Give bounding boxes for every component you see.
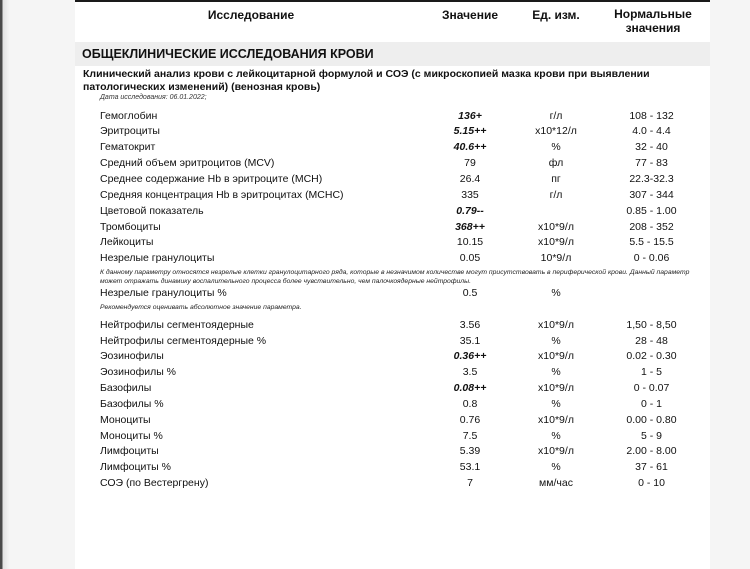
row-norm: 32 - 40 <box>635 141 668 153</box>
row-value: 335 <box>461 189 479 201</box>
row-name: Незрелые гранулоциты <box>100 252 215 264</box>
row-unit: x10*9/л <box>538 414 574 426</box>
table-row <box>75 396 710 412</box>
row-value: 0.76 <box>459 414 481 426</box>
table-row <box>75 443 710 459</box>
row-value: 5.15++ <box>453 125 487 137</box>
table-row <box>75 234 710 250</box>
column-header-unit: Ед. изм. <box>532 8 580 22</box>
row-unit: мм/час <box>539 477 573 489</box>
table-row <box>75 475 710 491</box>
row-norm: 0 - 0.06 <box>633 252 670 264</box>
row-unit: % <box>551 398 561 410</box>
table-row <box>75 171 710 187</box>
row-norm: 0 - 10 <box>638 477 665 489</box>
row-unit: % <box>551 430 561 442</box>
table-row <box>75 155 710 171</box>
table-row <box>75 219 710 235</box>
table-row <box>75 203 710 219</box>
table-row <box>75 333 710 349</box>
row-unit: % <box>551 287 561 299</box>
row-name: Гематокрит <box>100 141 156 153</box>
row-name: Цветовой показатель <box>100 205 204 217</box>
row-unit: 10*9/л <box>540 252 572 264</box>
row-value: 0.79-- <box>456 205 484 217</box>
table-row <box>75 123 710 139</box>
test-title: Клинический анализ крови с лейкоцитарной формулой и СОЭ (с микроскопией мазка крови при выявлении патологических изменений) (венозная кровь) <box>83 68 650 93</box>
column-header-norm <box>599 7 707 35</box>
row-norm: 5.5 - 15.5 <box>629 236 674 248</box>
row-value: 0.8 <box>462 398 478 410</box>
row-norm: 108 - 132 <box>629 110 674 122</box>
row-unit: % <box>551 366 561 378</box>
row-name: Нейтрофилы сегментоядерные <box>100 319 254 331</box>
row-unit: % <box>551 335 561 347</box>
row-unit: % <box>551 141 561 153</box>
row-value: 53.1 <box>459 461 481 473</box>
row-unit: г/л <box>549 189 563 201</box>
row-norm: 208 - 352 <box>629 221 674 233</box>
row-name: Незрелые гранулоциты % <box>100 287 227 299</box>
row-value: 35.1 <box>459 335 481 347</box>
row-norm: 22.3-32.3 <box>629 173 674 185</box>
row-unit: % <box>551 461 561 473</box>
row-unit: фл <box>548 157 564 169</box>
row-unit: x10*9/л <box>538 445 574 457</box>
row-norm: 77 - 83 <box>635 157 668 169</box>
row-norm: 0 - 1 <box>640 398 662 410</box>
row-name: Эозинофилы <box>100 350 164 362</box>
window-left-edge <box>0 0 9 569</box>
row-norm: 0 - 0.07 <box>633 382 670 394</box>
row-norm: 28 - 48 <box>635 335 668 347</box>
row-unit: г/л <box>549 110 563 122</box>
row-name: Лимфоциты % <box>100 461 171 473</box>
row-value: 0.08++ <box>453 382 487 394</box>
row-value: 26.4 <box>459 173 481 185</box>
row-value: 3.5 <box>462 366 478 378</box>
row-norm: 1 - 5 <box>640 366 662 378</box>
row-unit: x10*9/л <box>538 221 574 233</box>
table-row <box>75 364 710 380</box>
table-row <box>75 428 710 444</box>
report-sheet <box>75 0 710 569</box>
table-top-border <box>75 0 710 2</box>
row-value: 10.15 <box>456 236 484 248</box>
row-norm: 0.00 - 0.80 <box>626 414 677 426</box>
row-norm: 5 - 9 <box>640 430 662 442</box>
row-unit: пг <box>551 173 561 185</box>
table-row <box>75 139 710 155</box>
table-row <box>75 412 710 428</box>
table-row <box>75 317 710 333</box>
row-norm: 4.0 - 4.4 <box>632 125 671 137</box>
row-value: 5.39 <box>459 445 481 457</box>
note-immature-granulocytes: К данному параметру относятся незрелые клетки гранулоцитарного ряда, которые в незначимом количестве могут присутствовать в периферической крови. Данный параметр может отражать динамику воспалительного процесса более чувствительно, чем палочкоядерные нейтрофилы. <box>100 269 690 285</box>
row-value: 0.36++ <box>453 350 487 362</box>
row-name: Средняя концентрация Hb в эритроцитах (MCHC) <box>100 189 344 201</box>
row-value: 0.5 <box>462 287 478 299</box>
row-unit: x10*9/л <box>538 236 574 248</box>
row-name: Базофилы <box>100 382 152 394</box>
table-row <box>75 380 710 396</box>
row-name: Моноциты % <box>100 430 163 442</box>
row-norm: 2.00 - 8.00 <box>626 445 677 457</box>
row-name: Лимфоциты <box>100 445 159 457</box>
column-header-norm-line2: значения <box>625 21 681 35</box>
row-name: Среднее содержание Hb в эритроците (MCH) <box>100 173 323 185</box>
row-name: Базофилы % <box>100 398 164 410</box>
test-date: Дата исследования: 06.01.2022; <box>100 94 207 101</box>
table-row <box>75 285 710 301</box>
row-name: Эритроциты <box>100 125 160 137</box>
row-value: 136+ <box>458 110 482 122</box>
row-norm: 307 - 344 <box>629 189 674 201</box>
table-row <box>75 187 710 203</box>
section-title: ОБЩЕКЛИНИЧЕСКИЕ ИССЛЕДОВАНИЯ КРОВИ <box>75 42 710 66</box>
row-norm: 1,50 - 8,50 <box>626 319 677 331</box>
row-name: Средний объем эритроцитов (MCV) <box>100 157 275 169</box>
row-value: 3.56 <box>459 319 481 331</box>
row-norm: 0.02 - 0.30 <box>626 350 677 362</box>
row-value: 7 <box>467 477 473 489</box>
row-name: Гемоглобин <box>100 110 158 122</box>
column-header-value: Значение <box>441 8 499 22</box>
column-header-name: Исследование <box>207 8 295 22</box>
row-value: 79 <box>464 157 476 169</box>
row-name: Моноциты <box>100 414 151 426</box>
note-immature-granulocytes-pct: Рекомендуется оценивать абсолютное значение параметра. <box>100 304 302 311</box>
row-value: 0.05 <box>459 252 481 264</box>
column-header-norm-line1: Нормальные <box>614 7 692 21</box>
row-unit: x10*9/л <box>538 319 574 331</box>
row-unit: x10*9/л <box>538 350 574 362</box>
table-row <box>75 348 710 364</box>
table-row <box>75 108 710 124</box>
row-value: 40.6++ <box>453 141 487 153</box>
row-name: Тромбоциты <box>100 221 161 233</box>
row-name: Нейтрофилы сегментоядерные % <box>100 335 267 347</box>
row-norm: 0.85 - 1.00 <box>626 205 677 217</box>
table-row <box>75 459 710 475</box>
row-name: Лейкоциты <box>100 236 154 248</box>
row-value: 368++ <box>455 221 485 233</box>
row-name: СОЭ (по Вестергрену) <box>100 477 209 489</box>
row-value: 7.5 <box>462 430 478 442</box>
row-norm: 37 - 61 <box>635 461 668 473</box>
row-unit: x10*12/л <box>535 125 577 137</box>
table-row <box>75 250 710 266</box>
row-name: Эозинофилы % <box>100 366 177 378</box>
row-unit: x10*9/л <box>538 382 574 394</box>
